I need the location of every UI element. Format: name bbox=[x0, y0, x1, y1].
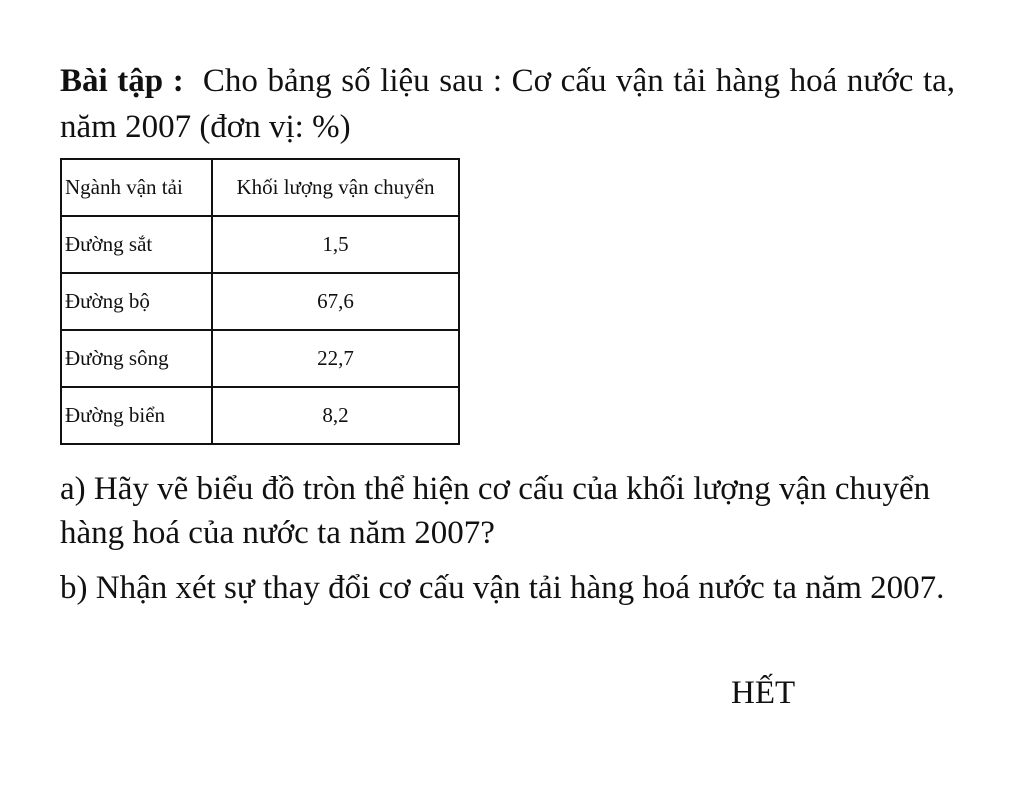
table-cell-sector: Đường biển bbox=[61, 387, 212, 444]
table-cell-sector: Đường sắt bbox=[61, 216, 212, 273]
transport-table bbox=[60, 158, 460, 445]
table-cell-sector: Đường bộ bbox=[61, 273, 212, 330]
table-row bbox=[61, 273, 459, 330]
exercise-description: Cho bảng số liệu sau : Cơ cấu vận tải hàng hoá nước ta, năm 2007 (đơn vị: %) bbox=[60, 63, 956, 145]
table-cell-value: 22,7 bbox=[212, 330, 459, 387]
table-row bbox=[61, 387, 459, 444]
question-a: a) Hãy vẽ biểu đồ tròn thể hiện cơ cấu của khối lượng vận chuyển hàng hoá của nước ta năm 2007? bbox=[60, 471, 931, 551]
table-header-row bbox=[61, 159, 459, 216]
table-cell-value: 1,5 bbox=[212, 216, 459, 273]
table-header-cell: Ngành vận tải bbox=[61, 159, 212, 216]
table-cell-value: 8,2 bbox=[212, 387, 459, 444]
question-b: b) Nhận xét sự thay đổi cơ cấu vận tải hàng hoá nước ta năm 2007. bbox=[60, 570, 945, 606]
exercise-intro bbox=[60, 58, 955, 150]
table-header-cell: Khối lượng vận chuyển bbox=[212, 159, 459, 216]
table-row bbox=[61, 216, 459, 273]
end-mark: HẾT bbox=[731, 675, 796, 711]
table-cell-value: 67,6 bbox=[212, 273, 459, 330]
table-cell-sector: Đường sông bbox=[61, 330, 212, 387]
exercise-label: Bài tập : bbox=[60, 63, 184, 99]
table-row bbox=[61, 330, 459, 387]
